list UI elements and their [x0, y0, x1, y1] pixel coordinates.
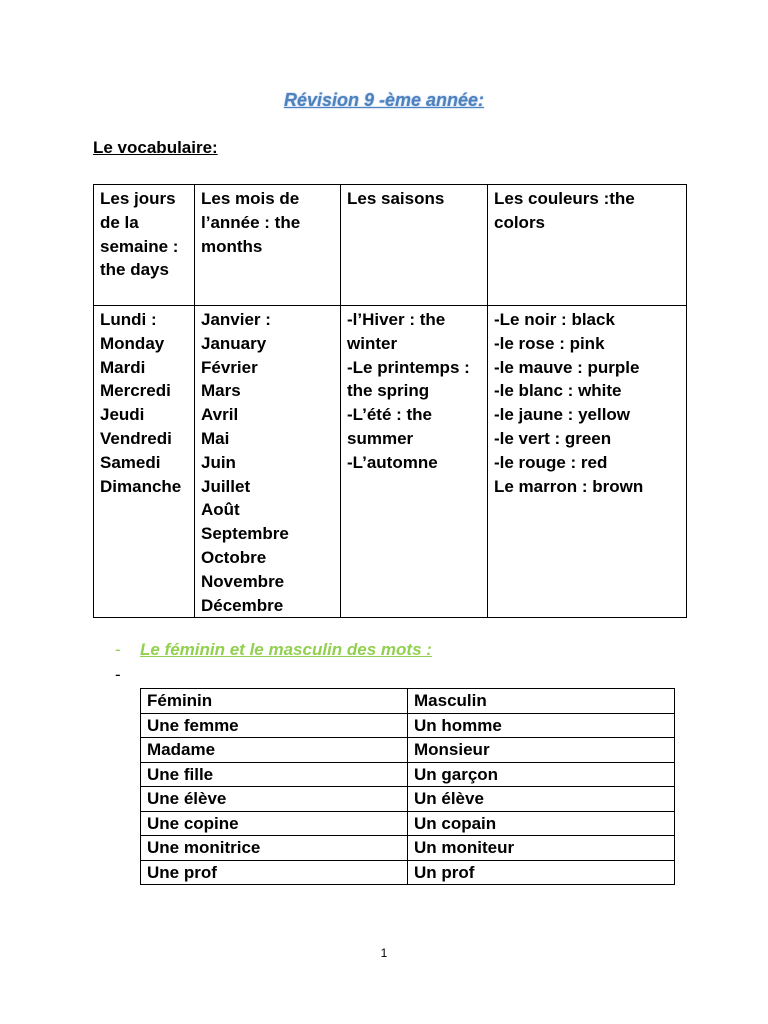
feminine-cell: Une élève: [141, 787, 408, 812]
cell-line: Mars: [201, 381, 241, 401]
cell-line: the spring: [347, 381, 430, 401]
masculine-cell: Monsieur: [408, 738, 675, 763]
cell-line: Septembre: [201, 524, 289, 544]
cell-line: Dimanche: [100, 476, 182, 496]
cell-line: Jeudi: [100, 405, 145, 425]
cell-months-list: [195, 306, 341, 618]
header-cell-days: [94, 185, 195, 306]
gender-row: [141, 787, 675, 812]
page-title: Révision 9 -ème année:: [283, 90, 485, 110]
vocabulary-table: [93, 184, 687, 618]
gender-table-body: [141, 689, 675, 885]
cell-line: de la: [100, 212, 139, 232]
empty-bullet-dash: -: [115, 665, 121, 684]
cell-line: Les mois de: [201, 189, 300, 208]
cell-line: Monday: [100, 333, 165, 353]
cell-seasons-list: [341, 306, 488, 618]
cell-line: Décembre: [201, 595, 284, 615]
cell-line: colors: [494, 212, 546, 232]
masculine-cell: Un prof: [408, 860, 675, 885]
cell-line: Les saisons: [347, 189, 445, 208]
masculine-cell: Un homme: [408, 713, 675, 738]
cell-line: summer: [347, 428, 414, 448]
gender-section-heading: [115, 640, 432, 660]
cell-line: Juin: [201, 452, 236, 472]
feminine-cell: Une copine: [141, 811, 408, 836]
cell-line: -le rouge : red: [494, 452, 608, 472]
masculine-cell: Un moniteur: [408, 836, 675, 861]
feminine-cell: Une femme: [141, 713, 408, 738]
page-number: 1: [380, 946, 388, 960]
masculine-cell: Un garçon: [408, 762, 675, 787]
feminine-cell: Une monitrice: [141, 836, 408, 861]
cell-line: -l’Hiver : the: [347, 310, 446, 329]
cell-line: -Le printemps :: [347, 357, 470, 377]
feminine-cell: Madame: [141, 738, 408, 763]
cell-days-list: [94, 306, 195, 618]
cell-line: Mercredi: [100, 381, 171, 401]
feminine-cell: Une fille: [141, 762, 408, 787]
cell-line: Les jours: [100, 189, 176, 208]
header-cell-months: [195, 185, 341, 306]
gender-row: [141, 762, 675, 787]
section-label-vocabulary: Le vocabulaire:: [93, 138, 218, 157]
cell-line: Avril: [201, 405, 239, 425]
cell-line: Février: [201, 357, 258, 377]
cell-line: -le rose : pink: [494, 333, 605, 353]
cell-line: -le blanc : white: [494, 381, 622, 401]
masculine-cell: Un copain: [408, 811, 675, 836]
cell-line: -le mauve : purple: [494, 357, 640, 377]
gender-row: [141, 738, 675, 763]
cell-line: Lundi :: [100, 310, 157, 329]
masculine-cell: Masculin: [408, 689, 675, 714]
cell-line: months: [201, 236, 263, 256]
gender-row: [141, 836, 675, 861]
gender-header-row: [141, 689, 675, 714]
cell-line: Mai: [201, 428, 230, 448]
cell-line: Octobre: [201, 547, 267, 567]
cell-line: semaine :: [100, 236, 179, 256]
gender-row: [141, 860, 675, 885]
cell-line: Août: [201, 500, 240, 520]
cell-line: Janvier :: [201, 310, 271, 329]
gender-row: [141, 713, 675, 738]
cell-line: Novembre: [201, 571, 285, 591]
vocabulary-body-row: [94, 306, 687, 618]
cell-line: -Le noir : black: [494, 310, 615, 329]
cell-line: the days: [100, 260, 169, 280]
cell-line: Vendredi: [100, 428, 172, 448]
cell-line: l’année : the: [201, 212, 301, 232]
masculine-cell: Un élève: [408, 787, 675, 812]
cell-line: Juillet: [201, 476, 251, 496]
cell-line: Samedi: [100, 452, 161, 472]
gender-heading-text: Le féminin et le masculin des mots :: [140, 640, 432, 659]
bullet-dash: -: [115, 640, 121, 659]
cell-line: -L’été : the: [347, 405, 433, 425]
vocabulary-header-row: [94, 185, 687, 306]
header-cell-colors: [488, 185, 687, 306]
cell-line: -le vert : green: [494, 428, 612, 448]
cell-line: -L’automne: [347, 452, 438, 472]
cell-line: Mardi: [100, 357, 146, 377]
gender-table: [140, 688, 675, 885]
cell-line: January: [201, 333, 267, 353]
feminine-cell: Une prof: [141, 860, 408, 885]
cell-line: Le marron : brown: [494, 476, 644, 496]
cell-line: winter: [347, 333, 398, 353]
header-cell-seasons: [341, 185, 488, 306]
cell-line: Les couleurs :the: [494, 189, 635, 208]
gender-row: [141, 811, 675, 836]
feminine-cell: Féminin: [141, 689, 408, 714]
cell-colors-list: [488, 306, 687, 618]
cell-line: -le jaune : yellow: [494, 405, 631, 425]
